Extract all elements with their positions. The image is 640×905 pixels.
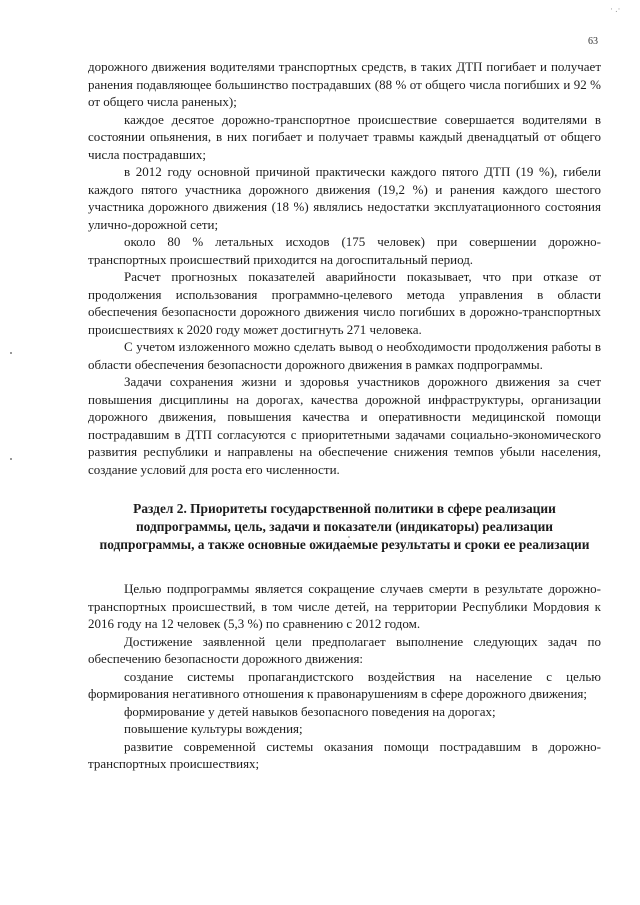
paragraph: Достижение заявленной цели предполагает выполнение следующих задач по обеспечению безопасности дорожного движения: bbox=[88, 633, 601, 666]
paragraph: в 2012 году основной причиной практически каждого пятого ДТП (19 %), гибели каждого пятого участника дорожного движения (19,2 %) и ранения каждого шестого участника дорожного движения (18 %) являлись недостатки эксплуатационного состояния улично-дорожной сети; bbox=[88, 164, 601, 232]
document-body bbox=[88, 58, 601, 773]
paragraph-continuation: дорожного движения водителями транспортных средств, в таких ДТП погибает и получает ранения подавляющее большинство пострадавших (88 % от общего числа погибших и 92 % от общего числа раненых); bbox=[88, 59, 601, 109]
paragraph: около 80 % летальных исходов (175 человек) при совершении дорожно-транспортных происшествий приходится на догоспитальный период. bbox=[88, 234, 601, 267]
paragraph: С учетом изложенного можно сделать вывод о необходимости продолжения работы в области обеспечения безопасности дорожного движения в рамках подпрограммы. bbox=[88, 339, 601, 372]
paragraph: Целью подпрограммы является сокращение случаев смерти в результате дорожно-транспортных происшествий, в том числе детей, на территории Республики Мордовия к 2016 году на 12 человек (5,3 %) по сравнению с 2012 годом. bbox=[88, 581, 601, 631]
paragraph: Расчет прогнозных показателей аварийности показывает, что при отказе от продолжения использования программно-целевого метода управления в области обеспечения безопасности дорожного движения число погибших в дорожно-транспортных происшествиях к 2020 году может достигнуть 271 человека. bbox=[88, 269, 601, 337]
list-item: развитие современной системы оказания помощи пострадавшим в дорожно-транспортных происшествиях; bbox=[88, 738, 601, 771]
section-heading: Раздел 2. Приоритеты государственной политики в сфере реализации подпрограммы, цель, задачи и показатели (индикаторы) реализации подпрограммы, а также основные ожидаемые результаты и сроки ее реализации bbox=[99, 501, 590, 552]
list-item: создание системы пропагандистского воздействия на население с целью формирования негативного отношения к правонарушениям в сфере дорожного движения; bbox=[88, 668, 601, 701]
scan-corner-mark: · .· bbox=[610, 4, 621, 14]
list-item: формирование у детей навыков безопасного поведения на дорогах; bbox=[124, 703, 496, 719]
paragraph: каждое десятое дорожно-транспортное происшествие совершается водителями в состоянии опьянения, в них погибает и получает травмы каждый двенадцатый от общего числа пострадавших; bbox=[88, 111, 601, 162]
page-number: 63 bbox=[588, 36, 598, 47]
list-item: повышение культуры вождения; bbox=[124, 721, 303, 736]
scan-artifact-dot bbox=[10, 458, 12, 460]
scan-artifact-dot bbox=[10, 352, 12, 354]
paragraph: Задачи сохранения жизни и здоровья участников дорожного движения за счет повышения дисциплины на дорогах, качества дорожной инфраструктуры, организации дорожного движения, повышения качества и оперативности медицинской помощи пострадавшим в ДТП согласуются с приоритетными задачами социально-экономического развития республики и направлены на обеспечение снижения темпов убыли населения, создание условий для роста его численности. bbox=[88, 374, 601, 477]
